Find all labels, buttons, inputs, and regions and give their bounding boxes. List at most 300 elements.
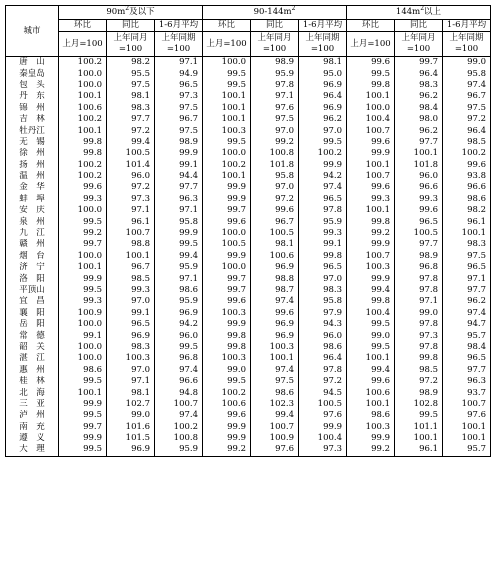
value-cell: 96.9 [299, 103, 347, 114]
value-cell: 100.1 [443, 228, 491, 239]
value-cell: 97.4 [251, 296, 299, 307]
value-cell: 97.1 [443, 273, 491, 284]
value-cell: 98.1 [299, 57, 347, 69]
value-cell: 97.5 [443, 251, 491, 262]
value-cell: 97.3 [395, 330, 443, 341]
value-cell: 97.3 [107, 194, 155, 205]
value-cell: 97.5 [251, 376, 299, 387]
value-cell: 98.4 [443, 342, 491, 353]
value-cell: 97.1 [155, 205, 203, 216]
value-cell: 95.9 [251, 68, 299, 79]
value-cell: 97.8 [395, 273, 443, 284]
value-cell: 99.0 [203, 365, 251, 376]
value-cell: 97.2 [395, 376, 443, 387]
value-cell: 102.8 [395, 399, 443, 410]
value-cell: 95.8 [251, 171, 299, 182]
value-cell: 99.5 [155, 342, 203, 353]
value-cell: 96.5 [299, 194, 347, 205]
value-cell: 100.1 [395, 433, 443, 444]
value-cell: 97.0 [107, 296, 155, 307]
value-cell: 99.4 [347, 365, 395, 376]
value-cell: 95.9 [155, 262, 203, 273]
value-cell: 97.8 [251, 80, 299, 91]
value-cell: 95.8 [443, 68, 491, 79]
value-cell: 96.0 [107, 171, 155, 182]
city-cell: 平顶山 [6, 285, 59, 296]
value-cell: 99.6 [347, 137, 395, 148]
value-cell: 100.2 [203, 160, 251, 171]
value-cell: 100.3 [251, 342, 299, 353]
ytd-avg-header: 1-6月平均 [443, 20, 491, 32]
value-cell: 99.5 [59, 410, 107, 421]
value-cell: 99.3 [59, 194, 107, 205]
value-cell: 100.0 [59, 205, 107, 216]
table-row [6, 182, 491, 193]
value-cell: 99.7 [395, 57, 443, 69]
value-cell: 96.9 [251, 330, 299, 341]
value-cell: 98.6 [299, 342, 347, 353]
value-cell: 97.7 [107, 114, 155, 125]
value-cell: 97.9 [299, 308, 347, 319]
value-cell: 99.5 [299, 137, 347, 148]
value-cell: 98.6 [347, 410, 395, 421]
value-cell: 98.9 [251, 57, 299, 69]
mom-header: 环比 [203, 20, 251, 32]
value-cell: 100.1 [347, 91, 395, 102]
value-cell: 96.7 [107, 262, 155, 273]
city-cell: 赣 州 [6, 239, 59, 250]
value-cell: 96.7 [251, 216, 299, 227]
value-cell: 100.1 [347, 353, 395, 364]
value-cell: 100.0 [347, 103, 395, 114]
city-cell: 金 华 [6, 182, 59, 193]
value-cell: 99.5 [203, 68, 251, 79]
value-cell: 96.4 [443, 125, 491, 136]
value-cell: 99.6 [347, 376, 395, 387]
city-cell: 宜 昌 [6, 296, 59, 307]
group-header-large: $144m^2$以上 [347, 6, 491, 20]
value-cell: 98.3 [395, 80, 443, 91]
value-cell: 97.7 [395, 239, 443, 250]
base-header-ytd: 上年同期=100 [155, 32, 203, 57]
city-cell: 无 锡 [6, 137, 59, 148]
value-cell: 100.2 [443, 148, 491, 159]
value-cell: 100.2 [59, 114, 107, 125]
value-cell: 100.0 [203, 57, 251, 69]
value-cell: 98.3 [107, 103, 155, 114]
value-cell: 97.0 [299, 273, 347, 284]
value-cell: 99.1 [299, 239, 347, 250]
value-cell: 98.3 [107, 342, 155, 353]
value-cell: 98.1 [251, 239, 299, 250]
value-cell: 94.7 [443, 319, 491, 330]
value-cell: 102.7 [107, 399, 155, 410]
value-cell: 100.0 [203, 262, 251, 273]
value-cell: 99.3 [347, 194, 395, 205]
table-row [6, 114, 491, 125]
value-cell: 97.0 [251, 125, 299, 136]
value-cell: 100.0 [59, 80, 107, 91]
value-cell: 100.1 [443, 422, 491, 433]
value-cell: 98.2 [443, 205, 491, 216]
city-cell: 泉 州 [6, 216, 59, 227]
city-cell: 济 宁 [6, 262, 59, 273]
value-cell: 100.7 [347, 125, 395, 136]
value-cell: 97.6 [299, 410, 347, 421]
value-cell: 100.4 [347, 308, 395, 319]
value-cell: 100.8 [155, 433, 203, 444]
city-cell: 温 州 [6, 171, 59, 182]
base-header-yoy: 上年同月=100 [395, 32, 443, 57]
value-cell: 99.2 [59, 228, 107, 239]
value-cell: 99.5 [59, 216, 107, 227]
value-cell: 99.5 [59, 285, 107, 296]
value-cell: 99.7 [59, 239, 107, 250]
value-cell: 100.2 [59, 171, 107, 182]
value-cell: 99.8 [299, 251, 347, 262]
value-cell: 100.0 [59, 353, 107, 364]
value-cell: 97.2 [443, 114, 491, 125]
value-cell: 99.8 [347, 216, 395, 227]
city-cell: 湛 江 [6, 353, 59, 364]
value-cell: 95.8 [155, 216, 203, 227]
value-cell: 102.3 [251, 399, 299, 410]
value-cell: 100.2 [155, 422, 203, 433]
value-cell: 97.4 [299, 182, 347, 193]
value-cell: 94.5 [299, 387, 347, 398]
value-cell: 99.8 [347, 80, 395, 91]
base-header-ytd: 上年同期=100 [443, 32, 491, 57]
city-cell: 牡丹江 [6, 125, 59, 136]
city-cell: 惠 州 [6, 365, 59, 376]
value-cell: 97.8 [395, 285, 443, 296]
value-cell: 96.5 [299, 262, 347, 273]
value-cell: 99.8 [395, 353, 443, 364]
value-cell: 100.1 [203, 103, 251, 114]
city-cell: 包 头 [6, 80, 59, 91]
table-row [6, 308, 491, 319]
value-cell: 96.6 [155, 376, 203, 387]
value-cell: 100.2 [203, 387, 251, 398]
value-cell: 100.2 [59, 57, 107, 69]
value-cell: 100.3 [203, 308, 251, 319]
value-cell: 99.3 [395, 194, 443, 205]
value-cell: 99.8 [59, 148, 107, 159]
value-cell: 99.5 [347, 319, 395, 330]
value-cell: 100.1 [347, 399, 395, 410]
table-row [6, 80, 491, 91]
base-header-yoy: 上年同月=100 [107, 32, 155, 57]
value-cell: 95.0 [299, 68, 347, 79]
city-cell: 常 德 [6, 330, 59, 341]
value-cell: 99.4 [155, 251, 203, 262]
city-cell: 唐 山 [6, 57, 59, 69]
base-header-mom: 上月=100 [59, 32, 107, 57]
value-cell: 96.8 [395, 262, 443, 273]
value-cell: 98.1 [107, 387, 155, 398]
value-cell: 97.1 [155, 57, 203, 69]
table-row [6, 160, 491, 171]
value-cell: 99.5 [203, 137, 251, 148]
table-row [6, 353, 491, 364]
value-cell: 100.5 [107, 148, 155, 159]
value-cell: 99.8 [347, 296, 395, 307]
value-cell: 97.5 [107, 80, 155, 91]
value-cell: 97.5 [155, 125, 203, 136]
value-cell: 100.1 [395, 148, 443, 159]
value-cell: 100.6 [203, 399, 251, 410]
value-cell: 99.7 [203, 273, 251, 284]
value-cell: 97.4 [155, 365, 203, 376]
value-cell: 97.3 [299, 444, 347, 456]
table-row [6, 376, 491, 387]
value-cell: 98.8 [107, 239, 155, 250]
value-cell: 96.2 [443, 296, 491, 307]
table-row [6, 387, 491, 398]
value-cell: 94.8 [155, 387, 203, 398]
value-cell: 99.7 [203, 205, 251, 216]
value-cell: 100.0 [59, 319, 107, 330]
value-cell: 94.2 [299, 171, 347, 182]
value-cell: 96.2 [299, 114, 347, 125]
value-cell: 99.9 [203, 422, 251, 433]
value-cell: 96.9 [155, 308, 203, 319]
table-row [6, 68, 491, 79]
base-header-mom: 上月=100 [203, 32, 251, 57]
value-cell: 100.7 [347, 171, 395, 182]
value-cell: 100.7 [251, 422, 299, 433]
table-row [6, 171, 491, 182]
value-cell: 99.9 [347, 239, 395, 250]
base-header-yoy: 上年同月=100 [251, 32, 299, 57]
city-cell: 三 亚 [6, 399, 59, 410]
value-cell: 94.9 [155, 68, 203, 79]
table-row [6, 148, 491, 159]
yoy-header: 同比 [395, 20, 443, 32]
value-cell: 100.6 [251, 251, 299, 262]
table-body [6, 57, 491, 457]
city-cell: 锦 州 [6, 103, 59, 114]
value-cell: 98.6 [443, 194, 491, 205]
value-cell: 99.6 [395, 205, 443, 216]
value-cell: 101.8 [251, 160, 299, 171]
value-cell: 99.9 [203, 251, 251, 262]
value-cell: 99.5 [347, 68, 395, 79]
value-cell: 101.6 [107, 422, 155, 433]
value-cell: 100.0 [59, 251, 107, 262]
value-cell: 100.2 [59, 160, 107, 171]
value-cell: 101.4 [107, 160, 155, 171]
value-cell: 100.1 [347, 160, 395, 171]
value-cell: 99.9 [203, 182, 251, 193]
ytd-avg-header: 1-6月平均 [299, 20, 347, 32]
value-cell: 99.9 [347, 433, 395, 444]
city-cell: 桂 林 [6, 376, 59, 387]
value-cell: 96.5 [107, 319, 155, 330]
value-cell: 97.8 [395, 342, 443, 353]
value-cell: 98.5 [107, 273, 155, 284]
value-cell: 100.5 [251, 228, 299, 239]
value-cell: 99.9 [299, 160, 347, 171]
table-row [6, 239, 491, 250]
value-cell: 100.7 [443, 399, 491, 410]
value-cell: 96.9 [251, 319, 299, 330]
value-cell: 99.3 [59, 296, 107, 307]
value-cell: 100.9 [251, 433, 299, 444]
value-cell: 95.7 [443, 444, 491, 456]
table-row [6, 262, 491, 273]
value-cell: 97.4 [251, 365, 299, 376]
value-cell: 99.9 [299, 422, 347, 433]
value-cell: 99.1 [59, 330, 107, 341]
mom-header: 环比 [59, 20, 107, 32]
city-column-header: 城市 [6, 6, 59, 57]
table-row [6, 319, 491, 330]
value-cell: 98.3 [443, 239, 491, 250]
value-cell: 99.2 [203, 444, 251, 456]
value-cell: 96.5 [395, 216, 443, 227]
value-cell: 96.8 [155, 353, 203, 364]
city-cell: 襄 阳 [6, 308, 59, 319]
city-cell: 洛 阳 [6, 273, 59, 284]
value-cell: 97.1 [395, 296, 443, 307]
value-cell: 97.4 [443, 308, 491, 319]
value-cell: 96.1 [443, 216, 491, 227]
value-cell: 95.7 [443, 330, 491, 341]
ytd-avg-header: 1-6月平均 [155, 20, 203, 32]
table-row [6, 57, 491, 69]
group-header-medium: $90-144m^2$ [203, 6, 347, 20]
value-cell: 96.7 [155, 114, 203, 125]
value-cell: 99.2 [347, 228, 395, 239]
value-cell: 97.3 [155, 91, 203, 102]
value-cell: 100.3 [347, 262, 395, 273]
value-cell: 97.4 [155, 410, 203, 421]
value-cell: 93.7 [443, 387, 491, 398]
value-cell: 100.6 [347, 387, 395, 398]
price-index-table [5, 5, 491, 457]
value-cell: 94.2 [155, 319, 203, 330]
value-cell: 97.2 [107, 182, 155, 193]
value-cell: 100.1 [59, 387, 107, 398]
value-cell: 96.9 [299, 80, 347, 91]
table-row [6, 444, 491, 456]
table-row [6, 296, 491, 307]
value-cell: 97.6 [251, 103, 299, 114]
value-cell: 99.4 [251, 410, 299, 421]
value-cell: 99.9 [155, 148, 203, 159]
value-cell: 99.9 [203, 433, 251, 444]
base-header-ytd: 上年同期=100 [299, 32, 347, 57]
table-row [6, 205, 491, 216]
table-row [6, 410, 491, 421]
value-cell: 96.0 [395, 171, 443, 182]
value-cell: 99.6 [203, 216, 251, 227]
value-cell: 97.4 [443, 80, 491, 91]
value-cell: 99.6 [347, 182, 395, 193]
value-cell: 99.0 [443, 57, 491, 69]
value-cell: 97.1 [251, 91, 299, 102]
city-cell: 吉 林 [6, 114, 59, 125]
value-cell: 98.3 [299, 285, 347, 296]
base-header-mom: 上月=100 [347, 32, 395, 57]
value-cell: 99.6 [203, 410, 251, 421]
value-cell: 96.9 [107, 444, 155, 456]
value-cell: 99.6 [203, 296, 251, 307]
value-cell: 100.1 [203, 171, 251, 182]
value-cell: 97.8 [299, 365, 347, 376]
table-row [6, 103, 491, 114]
value-cell: 100.7 [347, 251, 395, 262]
table-row [6, 194, 491, 205]
value-cell: 97.0 [251, 182, 299, 193]
value-cell: 97.2 [107, 125, 155, 136]
value-cell: 100.9 [59, 308, 107, 319]
value-cell: 94.4 [155, 171, 203, 182]
value-cell: 99.9 [347, 148, 395, 159]
value-cell: 93.8 [443, 171, 491, 182]
value-cell: 96.1 [107, 216, 155, 227]
value-cell: 97.1 [107, 376, 155, 387]
value-cell: 96.4 [299, 91, 347, 102]
value-cell: 96.9 [107, 330, 155, 341]
value-cell: 97.0 [107, 365, 155, 376]
value-cell: 99.9 [347, 273, 395, 284]
value-cell: 99.8 [203, 342, 251, 353]
value-cell: 100.1 [203, 114, 251, 125]
value-cell: 100.3 [203, 125, 251, 136]
table-row [6, 91, 491, 102]
value-cell: 98.4 [395, 103, 443, 114]
value-cell: 100.1 [203, 91, 251, 102]
value-cell: 100.3 [107, 353, 155, 364]
value-cell: 98.6 [155, 285, 203, 296]
city-cell: 韶 关 [6, 342, 59, 353]
value-cell: 100.5 [299, 399, 347, 410]
city-cell: 南 充 [6, 422, 59, 433]
value-cell: 95.8 [299, 296, 347, 307]
value-cell: 99.8 [203, 330, 251, 341]
value-cell: 99.0 [395, 308, 443, 319]
value-cell: 96.0 [299, 330, 347, 341]
table-row [6, 285, 491, 296]
value-cell: 98.8 [251, 273, 299, 284]
group-header-small: $90m^2$及以下 [59, 6, 203, 20]
value-cell: 99.4 [107, 137, 155, 148]
value-cell: 98.6 [251, 387, 299, 398]
value-cell: 99.0 [107, 410, 155, 421]
city-cell: 大 理 [6, 444, 59, 456]
value-cell: 100.5 [203, 239, 251, 250]
value-cell: 98.5 [443, 137, 491, 148]
city-cell: 徐 州 [6, 148, 59, 159]
value-cell: 99.7 [59, 422, 107, 433]
table-row [6, 342, 491, 353]
value-cell: 97.0 [299, 125, 347, 136]
value-cell: 100.6 [59, 103, 107, 114]
value-cell: 100.0 [203, 148, 251, 159]
table-row [6, 422, 491, 433]
yoy-header: 同比 [251, 20, 299, 32]
value-cell: 95.9 [155, 296, 203, 307]
value-cell: 98.0 [395, 114, 443, 125]
value-cell: 99.8 [59, 137, 107, 148]
value-cell: 97.7 [395, 137, 443, 148]
value-cell: 98.2 [107, 57, 155, 69]
value-cell: 97.5 [155, 103, 203, 114]
value-cell: 96.5 [443, 353, 491, 364]
value-cell: 99.2 [251, 137, 299, 148]
